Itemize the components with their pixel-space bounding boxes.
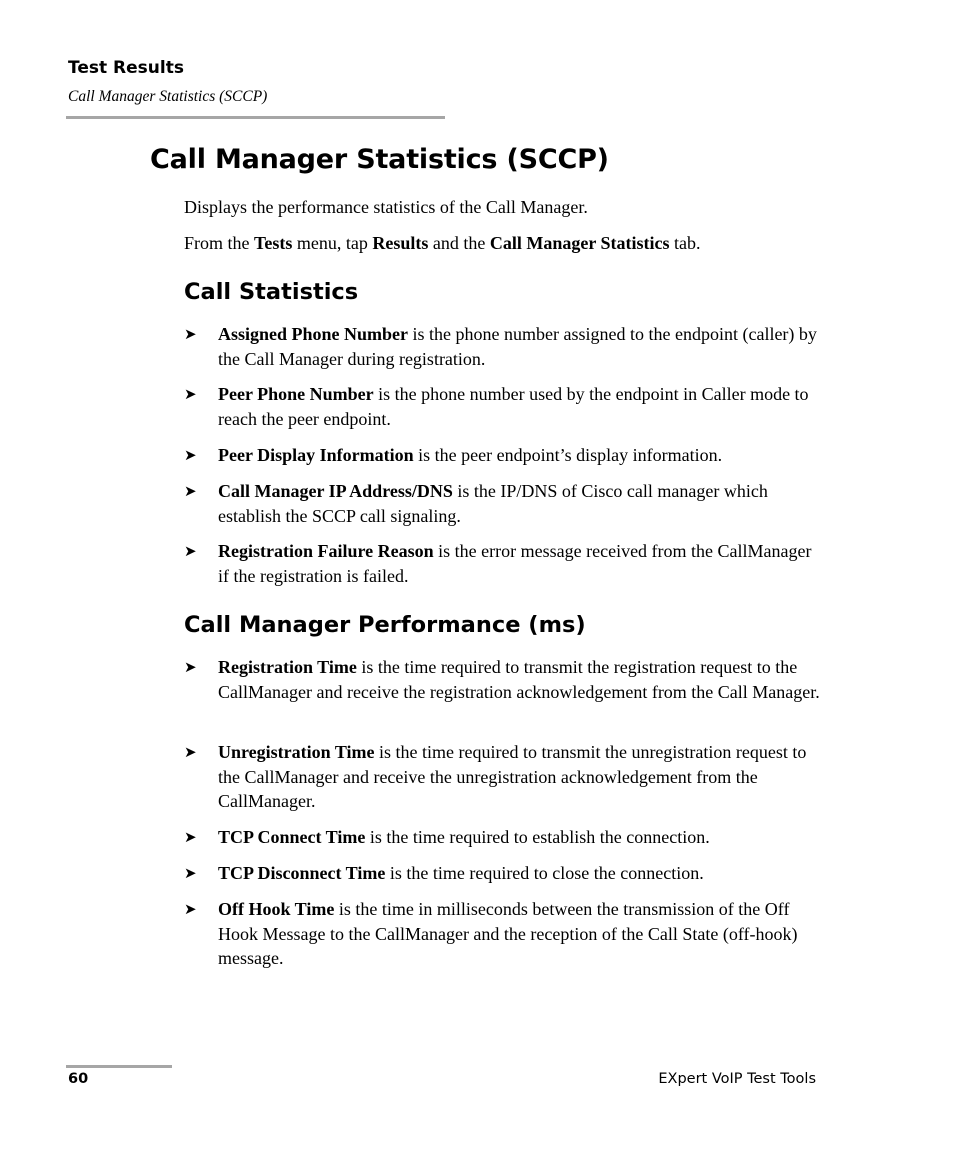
item-term: Registration Failure Reason xyxy=(218,541,434,561)
item-term: Off Hook Time xyxy=(218,899,335,919)
item-term: Unregistration Time xyxy=(218,742,375,762)
list-item xyxy=(184,655,824,704)
footer-rule xyxy=(66,1065,172,1068)
bullet-arrow-icon: ➤ xyxy=(184,902,197,918)
item-description: is the time in milliseconds between the transmission of the Off Hook Message to the CallManager and the reception of the Call State (off-hook) message. xyxy=(218,899,798,968)
list-item xyxy=(184,897,824,971)
list-item xyxy=(184,443,824,468)
bullet-arrow-icon: ➤ xyxy=(184,484,197,500)
item-term: TCP Connect Time xyxy=(218,827,366,847)
item-description: is the error message received from the CallManager if the registration is failed. xyxy=(218,541,812,586)
item-term: Registration Time xyxy=(218,657,357,677)
list-item xyxy=(184,861,824,886)
list-item xyxy=(184,539,824,588)
item-description: is the time required to establish the connection. xyxy=(365,827,710,847)
item-description: is the IP/DNS of Cisco call manager which establish the SCCP call signaling. xyxy=(218,481,768,526)
page-number: 60 xyxy=(68,1071,89,1087)
list-item xyxy=(184,322,824,371)
item-description: is the time required to transmit the unregistration request to the CallManager and receive the unregistration acknowledgement from the CallManager. xyxy=(218,742,807,811)
item-description: is the time required to transmit the registration request to the CallManager and receive the registration acknowledgement from the Call Manager. xyxy=(218,657,820,702)
item-description: is the phone number used by the endpoint in Caller mode to reach the peer endpoint. xyxy=(218,384,809,429)
item-term: Peer Display Information xyxy=(218,445,414,465)
bullet-arrow-icon: ➤ xyxy=(184,387,197,403)
nav-text: From the xyxy=(184,233,254,253)
navigation-paragraph xyxy=(184,231,701,256)
item-term: TCP Disconnect Time xyxy=(218,863,386,883)
item-description: is the peer endpoint’s display information. xyxy=(413,445,723,465)
item-description: is the phone number assigned to the endpoint (caller) by the Call Manager during registration. xyxy=(218,324,817,369)
running-header-subtitle: Call Manager Statistics (SCCP) xyxy=(68,88,268,105)
nav-text: tab. xyxy=(669,233,701,253)
section-heading-call-statistics: Call Statistics xyxy=(184,279,359,305)
nav-results-term: Results xyxy=(372,233,429,253)
list-item xyxy=(184,825,824,850)
section-heading-performance: Call Manager Performance (ms) xyxy=(184,612,586,638)
bullet-arrow-icon: ➤ xyxy=(184,327,197,343)
item-term: Peer Phone Number xyxy=(218,384,374,404)
nav-text: menu, tap xyxy=(292,233,373,253)
list-item xyxy=(184,382,824,431)
bullet-arrow-icon: ➤ xyxy=(184,830,197,846)
bullet-arrow-icon: ➤ xyxy=(184,448,197,464)
nav-text: and the xyxy=(428,233,490,253)
bullet-arrow-icon: ➤ xyxy=(184,544,197,560)
running-header-title: Test Results xyxy=(68,58,184,78)
item-term: Call Manager IP Address/DNS xyxy=(218,481,453,501)
list-item xyxy=(184,740,824,814)
item-description: is the time required to close the connection. xyxy=(385,863,704,883)
page-title: Call Manager Statistics (SCCP) xyxy=(150,144,609,175)
bullet-arrow-icon: ➤ xyxy=(184,660,197,676)
item-term: Assigned Phone Number xyxy=(218,324,409,344)
bullet-arrow-icon: ➤ xyxy=(184,745,197,761)
intro-paragraph: Displays the performance statistics of the Call Manager. xyxy=(184,197,588,217)
footer-document-title: EXpert VoIP Test Tools xyxy=(658,1071,816,1087)
list-item xyxy=(184,479,824,528)
bullet-arrow-icon: ➤ xyxy=(184,866,197,882)
header-rule xyxy=(66,116,445,119)
nav-tests-term: Tests xyxy=(254,233,293,253)
nav-tab-term: Call Manager Statistics xyxy=(489,233,670,253)
